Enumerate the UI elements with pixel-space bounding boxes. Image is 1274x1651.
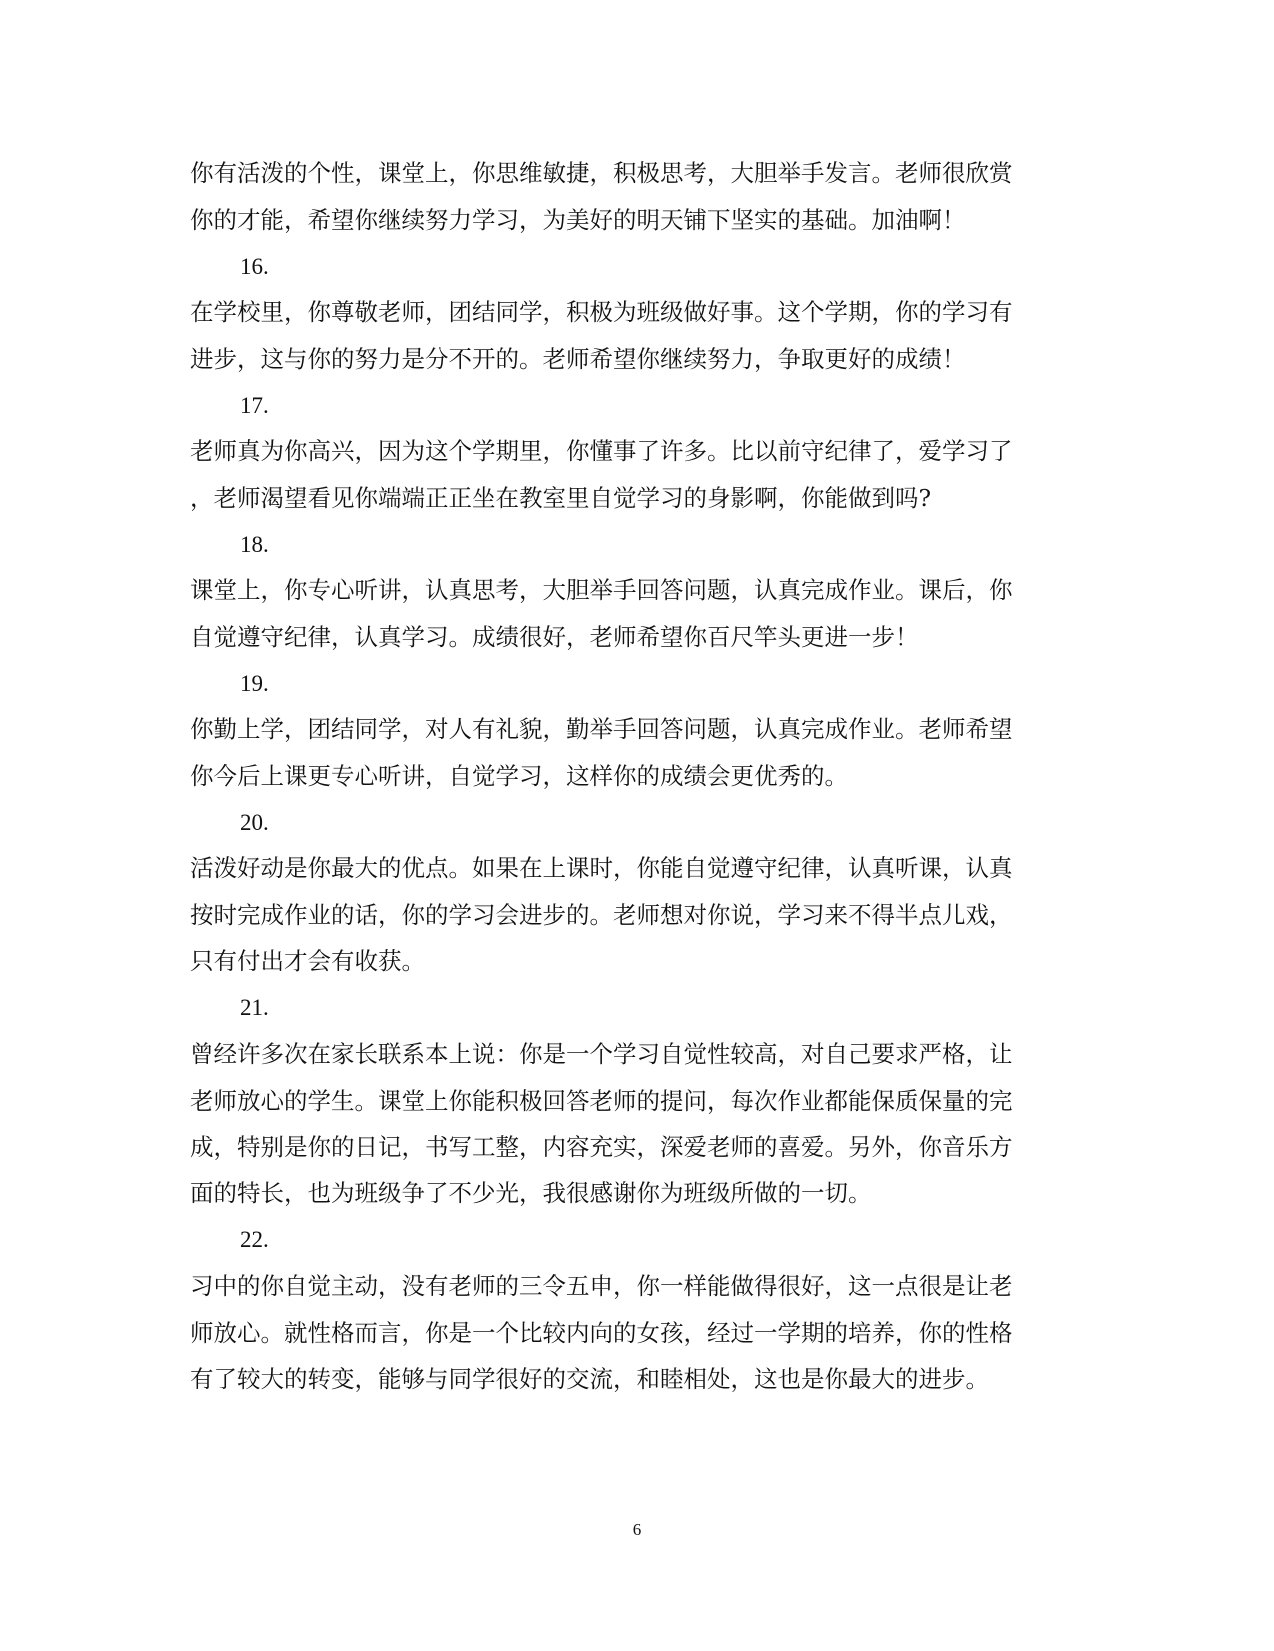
text-line: 老师放心的学生。课堂上你能积极回答老师的提问，每次作业都能保质保量的完	[190, 1087, 1013, 1115]
text-line: 面的特长，也为班级争了不少光，我很感谢你为班级所做的一切。	[190, 1179, 872, 1207]
text-line: 你勤上学，团结同学，对人有礼貌，勤举手回答问题，认真完成作业。老师希望	[190, 715, 1013, 743]
entry-number: 21.	[240, 995, 269, 1020]
text-line: 按时完成作业的话，你的学习会进步的。老师想对你说，学习来不得半点儿戏，	[190, 901, 1013, 929]
text-line: 你今后上课更专心听讲，自觉学习，这样你的成绩会更优秀的。	[190, 762, 848, 790]
entry-number: 19.	[240, 671, 269, 696]
text-line: 你的才能，希望你继续努力学习，为美好的明天铺下坚实的基础。加油啊！	[190, 206, 966, 234]
text-line: 曾经许多次在家长联系本上说：你是一个学习自觉性较高，对自己要求严格，让	[190, 1040, 1013, 1068]
text-line: 活泼好动是你最大的优点。如果在上课时，你能自觉遵守纪律，认真听课，认真	[190, 854, 1013, 882]
text-line: ，老师渴望看见你端端正正坐在教室里自觉学习的身影啊，你能做到吗?	[190, 484, 932, 512]
text-line: 自觉遵守纪律，认真学习。成绩很好，老师希望你百尺竿头更进一步！	[190, 623, 919, 651]
text-line: 课堂上，你专心听讲，认真思考，大胆举手回答问题，认真完成作业。课后，你	[190, 576, 1013, 604]
page-number: 6	[632, 1520, 642, 1539]
entry-number: 20.	[240, 810, 269, 835]
text-line: 只有付出才会有收获。	[190, 947, 425, 975]
text-line: 成，特别是你的日记，书写工整，内容充实，深爱老师的喜爱。另外，你音乐方	[190, 1133, 1013, 1161]
text-line: 习中的你自觉主动，没有老师的三令五申，你一样能做得很好，这一点很是让老	[190, 1272, 1013, 1300]
text-line: 老师真为你高兴，因为这个学期里，你懂事了许多。比以前守纪律了，爱学习了	[190, 437, 1013, 465]
text-line: 有了较大的转变，能够与同学很好的交流，和睦相处，这也是你最大的进步。	[190, 1365, 989, 1393]
text-line: 你有活泼的个性，课堂上，你思维敏捷，积极思考，大胆举手发言。老师很欣赏	[190, 159, 1013, 187]
text-line: 进步，这与你的努力是分不开的。老师希望你继续努力，争取更好的成绩！	[190, 345, 966, 373]
entry-number: 22.	[240, 1227, 269, 1252]
text-line: 在学校里，你尊敬老师，团结同学，积极为班级做好事。这个学期，你的学习有	[190, 298, 1013, 326]
text-line: 师放心。就性格而言，你是一个比较内向的女孩，经过一学期的培养，你的性格	[190, 1319, 1013, 1347]
entry-number: 18.	[240, 532, 269, 557]
entry-number: 17.	[240, 393, 269, 418]
entry-number: 16.	[240, 254, 269, 279]
